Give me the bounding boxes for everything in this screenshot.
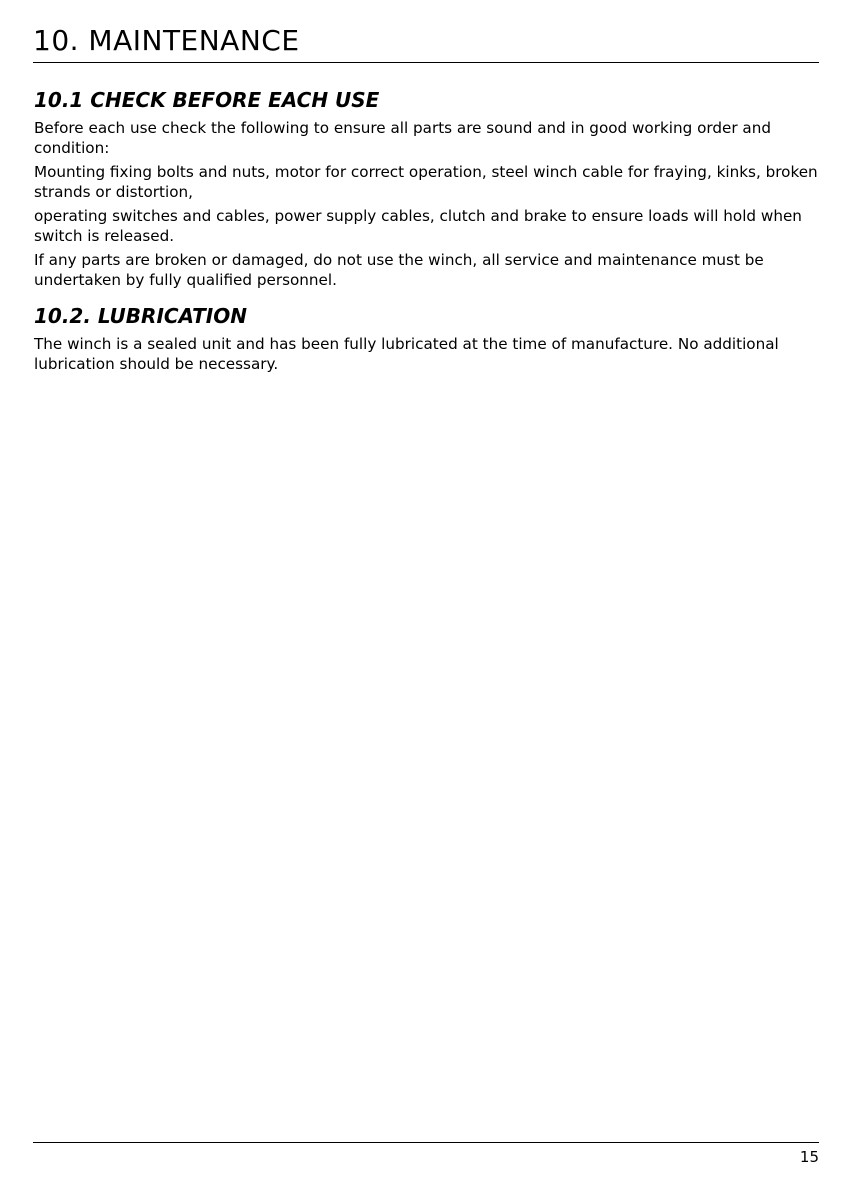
section-heading: 10.2. LUBRICATION <box>34 304 247 328</box>
title-divider <box>33 62 819 63</box>
section-check-before-use <box>34 88 820 294</box>
section-lubrication <box>34 304 820 378</box>
page-number: 15 <box>799 1148 819 1166</box>
section-heading: 10.1 CHECK BEFORE EACH USE <box>34 88 380 112</box>
footer-divider <box>33 1142 819 1143</box>
paragraph: Before each use check the following to ensure all parts are sound and in good working order and condition: <box>34 119 771 157</box>
paragraph: operating switches and cables, power supply cables, clutch and brake to ensure loads will hold when switch is released. <box>34 207 802 245</box>
paragraph: The winch is a sealed unit and has been fully lubricated at the time of manufacture. No additional lubrication should be necessary. <box>34 335 779 373</box>
paragraph: If any parts are broken or damaged, do not use the winch, all service and maintenance must be undertaken by fully qualified personnel. <box>34 251 764 289</box>
page-title: 10. MAINTENANCE <box>33 24 300 57</box>
paragraph: Mounting fixing bolts and nuts, motor for correct operation, steel winch cable for fraying, kinks, broken strands or distortion, <box>34 163 818 201</box>
